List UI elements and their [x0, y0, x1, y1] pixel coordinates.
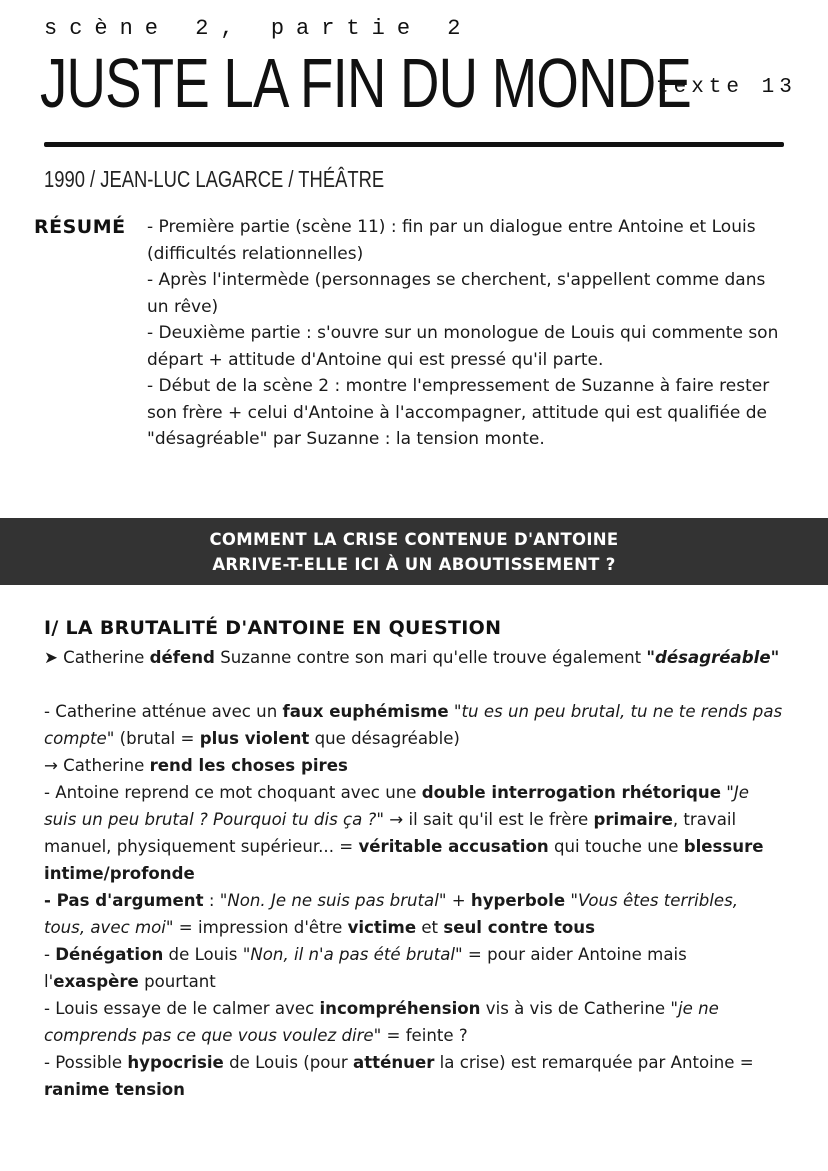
resume-item: - Deuxième partie : s'ouvre sur un monologue de Louis qui commente son départ + attitude d'Antoine qui est pressé qu'il parte.	[147, 323, 779, 370]
text: = feinte ?	[381, 1026, 468, 1045]
work-meta: 1990 / JEAN-LUC LAGARCE / THÉÂTRE	[44, 166, 385, 192]
text: - Antoine reprend ce mot choquant avec une	[44, 783, 422, 802]
text-number: texte 13	[656, 76, 797, 99]
text: +	[446, 891, 471, 910]
emphasis: victime	[347, 918, 417, 937]
emphasis: - Pas d'argument	[44, 891, 204, 910]
emphasis: incompréhension	[319, 999, 481, 1018]
text: = impression d'être	[173, 918, 348, 937]
text: → Catherine	[44, 756, 150, 775]
text: = pour aider Antoine mais l'	[44, 945, 687, 991]
analysis-paragraph	[44, 1049, 784, 1103]
resume-item: - Première partie (scène 11) : fin par un dialogue entre Antoine et Louis (difficultés relationnelles)	[147, 217, 756, 264]
intro-paragraph	[44, 644, 784, 671]
emphasis: faux euphémisme	[282, 702, 449, 721]
analysis-paragraph	[44, 887, 784, 941]
emphasis: blessure intime/profonde	[44, 837, 764, 883]
emphasis: ranime tension	[44, 1080, 185, 1099]
analysis-paragraph	[44, 941, 784, 995]
resume-label: RÉSUMÉ	[34, 216, 126, 238]
text: - Catherine atténue avec un	[44, 702, 283, 721]
emphasis: défend	[149, 648, 215, 667]
quote: "tu es un peu brutal, tu ne te rends pas compte"	[44, 702, 783, 748]
quote: "Vous êtes terribles, tous, avec moi"	[44, 891, 739, 937]
resume-list	[147, 214, 787, 453]
spacer	[44, 671, 784, 698]
arrow-bullet-icon: ➤	[44, 648, 58, 667]
text: qui touche une	[548, 837, 684, 856]
text: :	[203, 891, 220, 910]
scene-label: scène 2, partie 2	[44, 16, 473, 41]
analysis-paragraph	[44, 779, 784, 887]
text: -	[44, 945, 56, 964]
quote: "Non, il n'a pas été brutal"	[242, 945, 463, 964]
emphasis: atténuer	[353, 1053, 435, 1072]
question-line-1: COMMENT LA CRISE CONTENUE D'ANTOINE	[209, 529, 619, 549]
analysis-paragraph	[44, 698, 784, 752]
resume-item: - Début de la scène 2 : montre l'empressement de Suzanne à faire rester son frère + celui d'Antoine à l'accompagner, attitude qui est qualifiée de "désagréable" par Suzanne : la tension monte.	[147, 376, 770, 449]
section-content	[44, 644, 784, 1103]
question-line-2: ARRIVE-T-ELLE ICI À UN ABOUTISSEMENT ?	[212, 554, 616, 574]
emphasis: Dénégation	[55, 945, 164, 964]
text: - Possible	[44, 1053, 128, 1072]
quote: "Je suis un peu brutal ? Pourquoi tu dis ça ?"	[44, 783, 749, 829]
text: → il sait qu'il est le frère	[384, 810, 594, 829]
title-divider	[44, 142, 784, 147]
text: (brutal =	[114, 729, 200, 748]
emphasis: véritable accusation	[358, 837, 549, 856]
emphasis: double interrogation rhétorique	[421, 783, 721, 802]
emphasis: plus violent	[199, 729, 310, 748]
problem-question-band	[0, 518, 828, 585]
quote: "Non. Je ne suis pas brutal"	[219, 891, 447, 910]
emphasis: exaspère	[53, 972, 139, 991]
page-title: JUSTE LA FIN DU MONDE	[40, 44, 692, 122]
text: - Louis essaye de le calmer avec	[44, 999, 320, 1018]
emphasis: rend les choses pires	[149, 756, 348, 775]
emphasis: seul contre tous	[443, 918, 595, 937]
resume-item: - Après l'intermède (personnages se cherchent, s'appellent comme dans un rêve)	[147, 270, 766, 317]
text: et	[416, 918, 444, 937]
text: Suzanne contre son mari qu'elle trouve également	[214, 648, 647, 667]
text: de Louis (pour	[223, 1053, 354, 1072]
text: Catherine	[57, 648, 150, 667]
analysis-paragraph	[44, 752, 784, 779]
text: vis à vis de Catherine	[480, 999, 671, 1018]
analysis-paragraph	[44, 995, 784, 1049]
quote: "désagréable"	[646, 648, 780, 667]
emphasis: hypocrisie	[127, 1053, 224, 1072]
section-heading: I/ LA BRUTALITÉ D'ANTOINE EN QUESTION	[44, 617, 502, 639]
text: que désagréable)	[309, 729, 460, 748]
text: pourtant	[138, 972, 216, 991]
text: de Louis	[163, 945, 243, 964]
quote: "je ne comprends pas ce que vous voulez dire"	[44, 999, 719, 1045]
text: la crise) est remarquée par Antoine =	[434, 1053, 754, 1072]
emphasis: primaire	[593, 810, 673, 829]
text: , travail manuel, physiquement supérieur... =	[44, 810, 737, 856]
emphasis: hyperbole	[470, 891, 566, 910]
